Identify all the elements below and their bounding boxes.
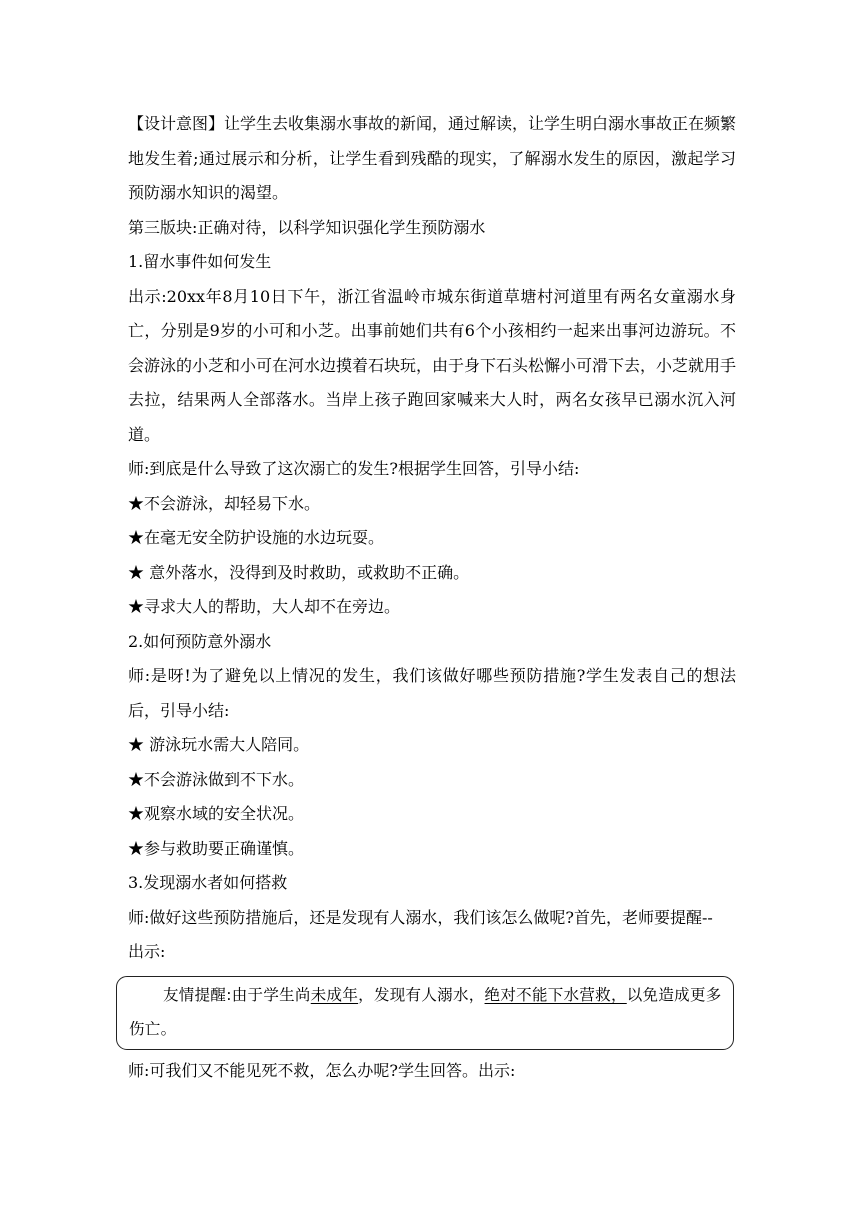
- document-body: [128, 107, 736, 1088]
- item3-heading: 3.发现溺水者如何搭救: [128, 873, 288, 892]
- section3-heading: 第三版块:正确对待，以科学知识强化学生预防溺水: [128, 217, 486, 237]
- design-intent-paragraph: 【设计意图】让学生去收集溺水事故的新闻，通过解读，让学生明白溺水事故正在频繁地发生着;通过展示和分析，让学生看到残酷的现实，了解溺水发生的原因，激起学习预防溺水知识的渴望。: [128, 114, 737, 202]
- item1-point: ★寻求大人的帮助，大人却不在旁边。: [128, 597, 401, 616]
- reminder-text-part: ，发现有人溺水，: [358, 985, 485, 1004]
- item2-teacher-prompt: 师:是呀!为了避免以上情况的发生，我们该做好哪些预防措施?学生发表自己的想法后，引导小结:: [128, 666, 736, 720]
- final-teacher-prompt: 师:可我们又不能见死不救，怎么办呢?学生回答。出示:: [128, 1060, 516, 1080]
- item1-point: ★ 意外落水，没得到及时救助，或救助不正确。: [128, 562, 470, 582]
- item2-heading: 2.如何预防意外溺水: [128, 631, 272, 651]
- item2-point: ★观察水域的安全状况。: [128, 804, 305, 823]
- reminder-underlined-text: 绝对不能下水营救，: [484, 985, 627, 1004]
- item1-teacher-prompt: 师:到底是什么导致了这次溺亡的发生?根据学生回答，引导小结:: [128, 459, 580, 478]
- reminder-text-part: 以免造成更多伤亡。: [129, 985, 722, 1038]
- item1-point: ★不会游泳，却轻易下水。: [128, 493, 321, 513]
- item1-case-paragraph: 出示:20xx年8月10日下午，浙江省温岭市城东街道草塘村河道里有两名女童溺水身亡，分别是9岁的小可和小芝。出事前她们共有6个小孩相约一起来出事河边游玩。不会游泳的小芝和小可在河水边摸着石块玩，由于身下石头松懈小可滑下去，小芝就用手去拉，结果两人全部落水。当岸上孩子跑回家喊来大人时，两名女孩早已溺水沉入河道。: [128, 286, 737, 444]
- friendly-reminder-text: [129, 978, 731, 1046]
- reminder-underlined-text: 未成年: [310, 985, 359, 1004]
- item2-point: ★ 游泳玩水需大人陪同。: [128, 735, 310, 754]
- reminder-text-part: 友情提醒:由于学生尚: [163, 985, 311, 1004]
- item3-show-label: 出示:: [128, 942, 166, 961]
- item1-heading: 1.留水事件如何发生: [128, 252, 272, 271]
- item2-point: ★参与救助要正确谨慎。: [128, 838, 305, 858]
- friendly-reminder-box: [116, 976, 734, 1050]
- item3-teacher-prompt: 师:做好这些预防措施后，还是发现有人溺水，我们该怎么做呢?首先，老师要提醒--: [128, 907, 713, 927]
- item1-point: ★在毫无安全防护设施的水边玩耍。: [128, 528, 385, 547]
- item2-point: ★不会游泳做到不下水。: [128, 769, 305, 789]
